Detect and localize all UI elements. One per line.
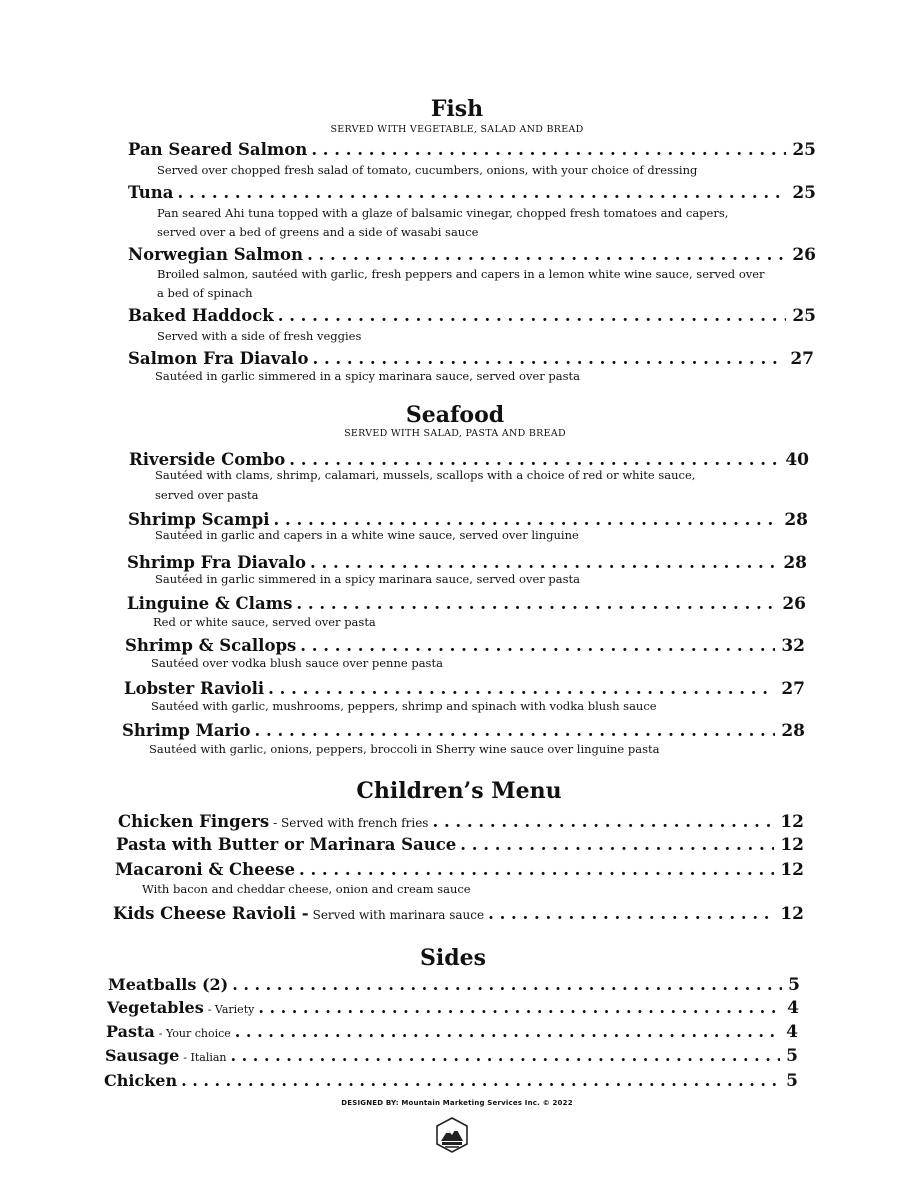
dot-leader: [232, 975, 782, 995]
dot-leader: [307, 245, 786, 265]
fish-section-subtitle: SERVED WITH VEGETABLE, SALAD AND BREAD: [330, 124, 584, 135]
item-note: - Variety: [207, 1003, 255, 1016]
item-description: Served over chopped fresh salad of tomato, cucumbers, onions, with your choice of dressing: [157, 163, 698, 177]
item-name: Meatballs (2): [108, 975, 229, 994]
side-item-pasta: [106, 1022, 798, 1044]
dot-leader: [268, 679, 775, 699]
item-name: Macaroni & Cheese: [115, 860, 295, 879]
menu-item-chicken-fingers: [118, 812, 804, 833]
dot-leader: [258, 998, 781, 1018]
item-price: 5: [786, 1046, 798, 1066]
item-name: Chicken Fingers: [118, 812, 270, 831]
designer-credit: DESIGNED BY: Mountain Marketing Services Inc. © 2022: [341, 1099, 573, 1107]
item-price: 12: [780, 860, 804, 880]
item-note: - Italian: [183, 1051, 227, 1064]
menu-item-macaroni-cheese: [115, 860, 804, 880]
dot-leader: [488, 904, 774, 924]
seafood-section-title: Seafood: [405, 402, 505, 428]
sides-section-title: Sides: [419, 945, 486, 971]
menu-item-linguine-clams: [127, 594, 806, 614]
menu-item-baked-haddock: [128, 306, 816, 326]
item-name: Shrimp Mario: [122, 721, 251, 740]
menu-item-shrimp-scallops: [125, 636, 805, 656]
side-item-chicken: [104, 1071, 798, 1091]
menu-item-salmon-fra-diavalo: [128, 349, 814, 369]
item-description: Pan seared Ahi tuna topped with a glaze of balsamic vinegar, chopped fresh tomatoes and capers,: [157, 206, 729, 220]
childrens-menu-section-title: Children’s Menu: [356, 778, 562, 804]
item-name: Shrimp Fra Diavalo: [127, 553, 306, 572]
dot-leader: [300, 636, 775, 656]
item-price: 27: [781, 679, 805, 699]
menu-item-kids-cheese-ravioli: [113, 904, 804, 925]
item-description: Red or white sauce, served over pasta: [153, 615, 376, 629]
dot-leader: [311, 140, 786, 160]
item-description: Sautéed with clams, shrimp, calamari, mussels, scallops with a choice of red or white sauce,: [155, 468, 696, 482]
menu-item-pan-seared-salmon: [128, 140, 816, 160]
item-name: Sausage: [105, 1046, 180, 1065]
item-price: 5: [786, 1071, 798, 1091]
item-name: Tuna: [128, 183, 174, 202]
item-note: - Served with french fries: [273, 816, 429, 830]
side-item-sausage: [105, 1046, 798, 1068]
item-name: Chicken: [104, 1071, 178, 1090]
item-description: Served with a side of fresh veggies: [157, 329, 362, 343]
item-name: Kids Cheese Ravioli -: [113, 904, 309, 923]
menu-item-shrimp-mario: [122, 721, 805, 741]
dot-leader: [299, 860, 774, 880]
item-name: Shrimp & Scallops: [125, 636, 297, 655]
item-name: Salmon Fra Diavalo: [128, 349, 309, 368]
item-description: a bed of spinach: [157, 286, 253, 300]
item-description: With bacon and cheddar cheese, onion and cream sauce: [142, 882, 471, 896]
item-name: Pan Seared Salmon: [128, 140, 308, 159]
menu-item-tuna: [128, 183, 816, 203]
dot-leader: [278, 306, 787, 326]
dot-leader: [460, 835, 774, 855]
item-price: 26: [782, 594, 806, 614]
menu-item-lobster-ravioli: [124, 679, 805, 699]
item-price: 28: [784, 510, 808, 530]
item-name: Baked Haddock: [128, 306, 274, 325]
item-description: Sautéed over vodka blush sauce over penne pasta: [151, 656, 443, 670]
item-name: Pasta with Butter or Marinara Sauce: [116, 835, 457, 854]
item-name: Linguine & Clams: [127, 594, 293, 613]
item-price: 12: [780, 904, 804, 924]
dot-leader: [231, 1046, 781, 1066]
dot-leader: [181, 1071, 780, 1091]
item-name: Shrimp Scampi: [128, 510, 270, 529]
dot-leader: [235, 1022, 780, 1042]
fish-section-title: Fish: [430, 96, 484, 122]
item-price: 12: [780, 812, 804, 832]
item-name: Pasta: [106, 1022, 155, 1041]
dot-leader: [255, 721, 776, 741]
item-price: 32: [781, 636, 805, 656]
item-price: 26: [792, 245, 816, 265]
item-description: Sautéed with garlic, mushrooms, peppers, shrimp and spinach with vodka blush sauce: [151, 699, 657, 713]
item-price: 25: [792, 306, 816, 326]
side-item-meatballs: [108, 975, 800, 995]
dot-leader: [296, 594, 776, 614]
item-price: 28: [783, 553, 807, 573]
item-description: served over pasta: [155, 488, 259, 502]
mountain-logo-icon: [435, 1117, 469, 1153]
item-price: 40: [785, 450, 809, 470]
seafood-section-subtitle: SERVED WITH SALAD, PASTA AND BREAD: [344, 428, 566, 439]
item-price: 25: [792, 183, 816, 203]
item-description: Sautéed in garlic simmered in a spicy marinara sauce, served over pasta: [155, 369, 581, 383]
item-description: Sautéed with garlic, onions, peppers, broccoli in Sherry wine sauce over linguine pasta: [149, 742, 660, 756]
item-price: 4: [787, 998, 799, 1018]
item-name: Norwegian Salmon: [128, 245, 304, 264]
item-price: 25: [792, 140, 816, 160]
item-description: Sautéed in garlic and capers in a white wine sauce, served over linguine: [155, 528, 579, 542]
item-note: Served with marinara sauce: [312, 908, 485, 922]
item-description: Sautéed in garlic simmered in a spicy marinara sauce, served over pasta: [155, 572, 581, 586]
item-description: Broiled salmon, sautéed with garlic, fresh peppers and capers in a lemon white wine sauce, served over: [157, 267, 765, 281]
menu-item-pasta-butter-marinara: [116, 835, 804, 855]
item-description: served over a bed of greens and a side of wasabi sauce: [157, 225, 479, 239]
item-name: Riverside Combo: [129, 450, 286, 469]
item-price: 4: [786, 1022, 798, 1042]
item-price: 12: [780, 835, 804, 855]
item-name: Lobster Ravioli: [124, 679, 265, 698]
item-price: 28: [781, 721, 805, 741]
item-note: - Your choice: [158, 1027, 231, 1040]
side-item-vegetables: [107, 998, 799, 1020]
dot-leader: [177, 183, 786, 203]
menu-item-norwegian-salmon: [128, 245, 816, 265]
item-price: 5: [788, 975, 800, 995]
dot-leader: [432, 812, 774, 832]
dot-leader: [312, 349, 784, 369]
item-name: Vegetables: [107, 998, 204, 1017]
item-price: 27: [790, 349, 814, 369]
